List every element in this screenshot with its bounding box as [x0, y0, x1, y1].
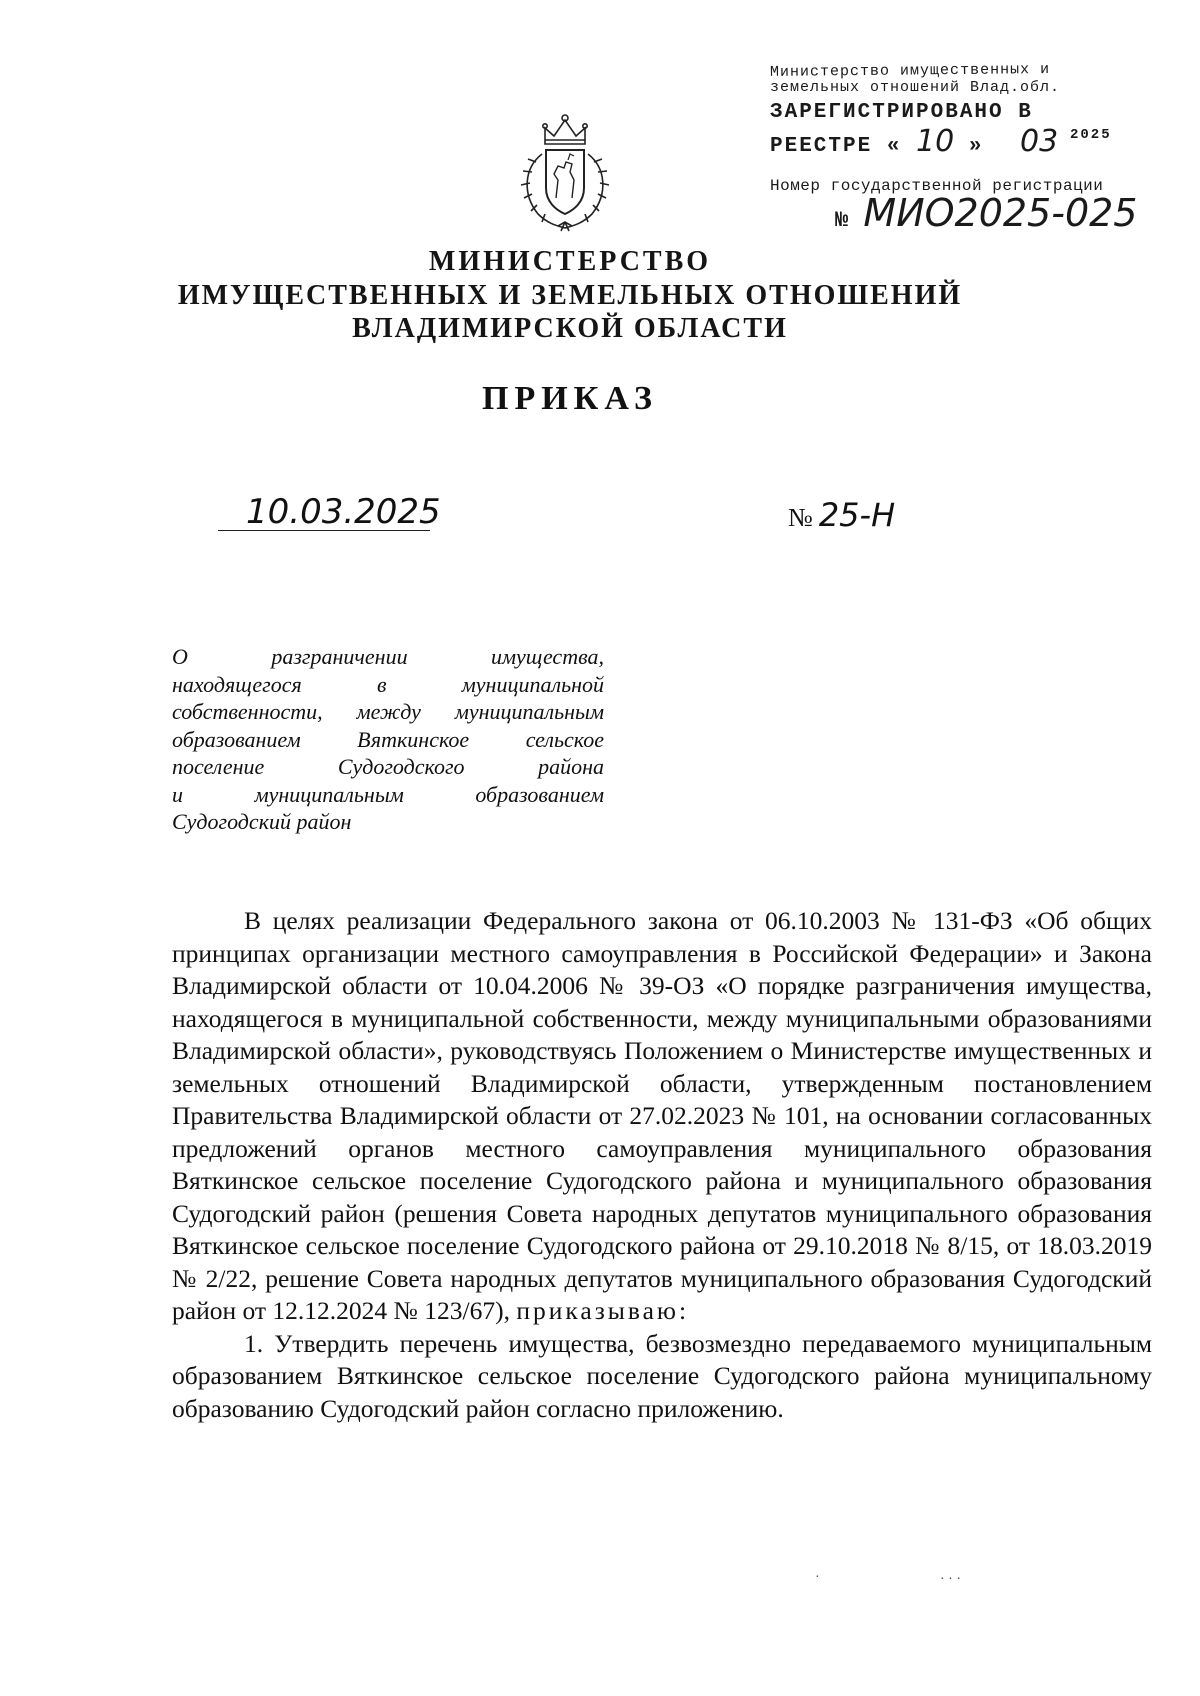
coat-of-arms-icon [512, 110, 618, 232]
preamble-text: В целях реализации Федерального закона от 06.10.2003 № 131-ФЗ «Об общих принципах организации местного самоуправления в Российской Федерации» и Закона Владимирской области от 10.04.2006 № 39-ОЗ «О порядке разграничения имущества, находящегося в муниципальной собственности, между муниципальными образованиями Владимирской области», руководствуясь Положением о Министерстве имущественных и земельных отношений Владимирской области, утвержденным постановлением Правительства Владимирской области от 27.02.2023 № 101, на основании согласованных предложений органов местного самоуправления муниципального образования Вяткинское сельское поселение Судогодского района и муниципального образования Судогодский район (решения Совета народных депутатов муниципального образования Вяткинское сельское поселение Судогодского района от 29.10.2018 № 8/15, от 18.03.2019 № 2/22, решение Совета народных депутатов муниципального образования Судогодский район от 12.12.2024 № 123/67), [172, 906, 1152, 1325]
document-title: ПРИКАЗ [482, 380, 658, 417]
order-number-label: № [788, 503, 813, 532]
registration-stamp [770, 62, 1140, 239]
stamp-line-2: земельных отношений Влад.обл. [770, 79, 1061, 97]
header-line-1: МИНИСТЕРСТВО [428, 246, 712, 277]
preamble-paragraph [172, 905, 1152, 1328]
stamp-line-1: Министерство имущественных и [769, 61, 1051, 81]
stamp-number-prefix: № [835, 207, 850, 233]
order-number: 25-Н [818, 496, 896, 534]
order-number-field [788, 496, 895, 534]
subject-line: О разграничении имущества, [172, 644, 604, 669]
stamp-registry-day: 10 [916, 123, 955, 159]
stamp-registry-month: 03 [1020, 123, 1059, 159]
subject-line: поселение Судогодского района [172, 754, 604, 779]
subject-line: и муниципальным образованием [172, 781, 604, 807]
subject-line: Судогодский район [172, 809, 352, 834]
order-subject [172, 643, 604, 836]
scan-speck: · [815, 1570, 820, 1585]
stamp-registration-number: МИО2025-025 [863, 190, 1138, 235]
order-body [172, 905, 1152, 1425]
stamp-registry-prefix: РЕЕСТРЕ « [770, 134, 902, 158]
subject-line: образованием Вяткинское сельское [172, 726, 604, 752]
subject-line: собственности, между муниципальным [172, 699, 604, 724]
header-line-3: ВЛАДИМИРСКОЙ ОБЛАСТИ [352, 313, 788, 344]
order-date-field [218, 492, 441, 532]
stamp-line-4 [770, 125, 1140, 160]
clause-1-paragraph: 1. Утвердить перечень имущества, безвозмездно передаваемого муниципальным образованием Вяткинское сельское поселение Судогодского района муниципальному образованию Судогодский район согласно приложению. [172, 1328, 1152, 1423]
order-directive: приказываю: [516, 1296, 690, 1325]
subject-line: находящегося в муниципальной [172, 671, 604, 697]
stamp-line-5: Номер государственной регистрации [770, 177, 1104, 196]
order-date: 10.03.2025 [246, 492, 441, 532]
stamp-registry-year: 2025 [1070, 126, 1112, 143]
stamp-registry-mid: » [968, 134, 984, 158]
scan-speck: · · · [940, 1572, 961, 1587]
header-line-2: ИМУЩЕСТВЕННЫХ И ЗЕМЕЛЬНЫХ ОТНОШЕНИЙ [177, 280, 963, 311]
stamp-line-6 [770, 192, 1140, 236]
stamp-line-3: ЗАРЕГИСТРИРОВАНО В [770, 100, 1033, 124]
